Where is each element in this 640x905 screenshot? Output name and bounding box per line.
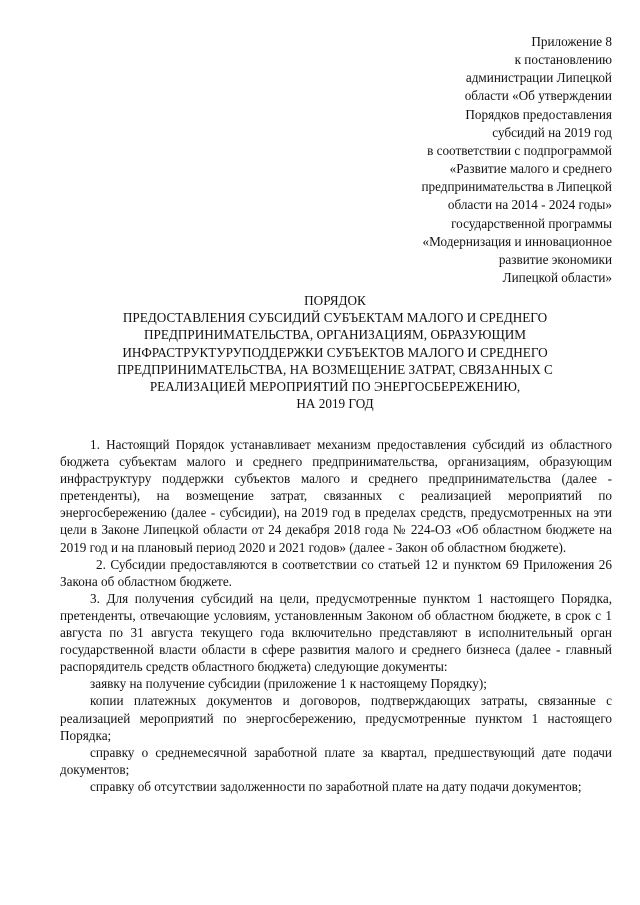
appendix-line: администрации Липецкой	[465, 70, 612, 86]
appendix-line: «Модернизация и инновационное	[422, 233, 612, 249]
paragraph-3: 3. Для получения субсидий на цели, предусмотренные пунктом 1 настоящего Порядка, претенденты, отвечающие условиям, установленным Законом об областном бюджете, в срок с 1 августа по 31 августа текущего года включительно представляют в исполнительный орган государственной власти области в сфере развития малого и среднего бизнеса (далее - главный распорядитель средств областного бюджета) следующие документы:	[60, 590, 612, 675]
title-line: РЕАЛИЗАЦИЕЙ МЕРОПРИЯТИЙ ПО ЭНЕРГОСБЕРЕЖЕНИЮ,	[149, 379, 521, 395]
appendix-line: государственной программы	[451, 215, 612, 231]
list-item-debt-certificate: справку об отсутствии задолженности по заработной плате на дату подачи документов;	[90, 778, 582, 794]
document-body	[60, 436, 612, 795]
appendix-line: в соответствии с подпрограммой	[427, 142, 612, 158]
appendix-line: предпринимательства в Липецкой	[421, 179, 612, 195]
paragraph-2: 2. Субсидии предоставляются в соответствии со статьей 12 и пунктом 69 Приложения 26 Закона об областном бюджете.	[60, 556, 612, 589]
appendix-line: субсидий на 2019 год	[492, 124, 612, 140]
title-line: ПРЕДОСТАВЛЕНИЯ СУБСИДИЙ СУБЪЕКТАМ МАЛОГО И СРЕДНЕГО	[122, 310, 548, 326]
appendix-header	[352, 33, 612, 287]
appendix-line: Приложение 8	[531, 34, 612, 49]
title-line: ИНФРАСТРУКТУРУПОДДЕРЖКИ СУБЪЕКТОВ МАЛОГО И СРЕДНЕГО	[122, 344, 548, 360]
appendix-line: «Развитие малого и среднего	[449, 161, 612, 177]
title-line: ПОРЯДОК	[304, 293, 366, 308]
appendix-line: области на 2014 - 2024 годы»	[447, 197, 612, 213]
list-item-payment-copies: копии платежных документов и договоров, подтверждающих затраты, связанные с реализацией мероприятий по энергосбережению, предусмотренные пунктом 1 настоящего Порядка;	[60, 693, 612, 743]
list-item-salary-certificate: справку о среднемесячной заработной плате за квартал, предшествующий дате подачи документов;	[60, 744, 612, 777]
appendix-line: Порядков предоставления	[465, 106, 612, 122]
paragraph-1: 1. Настоящий Порядок устанавливает механизм предоставления субсидий из областного бюджета субъектам малого и среднего предпринимательства, организациям, образующим инфраструктуру поддержки субъектов малого и среднего предпринимательства (далее - претенденты), на возмещение затрат, связанных с реализацией мероприятий по энергосбережению (далее - субсидии), на 2019 год в пределах средств, предусмотренных на эти цели в Законе Липецкой области от 24 декабря 2018 года № 224-ОЗ «Об областном бюджете на 2019 год и на плановый период 2020 и 2021 годов» (далее - Закон об областном бюджете).	[60, 437, 612, 555]
appendix-line: к постановлению	[514, 52, 612, 68]
document-title	[84, 292, 586, 412]
appendix-line: развитие экономики	[498, 251, 612, 267]
list-item-application: заявку на получение субсидии (приложение 1 к настоящему Порядку);	[90, 676, 487, 692]
appendix-line: Липецкой области»	[502, 270, 612, 286]
title-line: ПРЕДПРИНИМАТЕЛЬСТВА, НА ВОЗМЕЩЕНИЕ ЗАТРАТ, СВЯЗАННЫХ С	[117, 361, 553, 377]
title-line: НА 2019 ГОД	[296, 396, 374, 412]
appendix-line: области «Об утверждении	[464, 88, 612, 104]
title-line: ПРЕДПРИНИМАТЕЛЬСТВА, ОРГАНИЗАЦИЯМ, ОБРАЗУЮЩИМ	[143, 327, 527, 343]
